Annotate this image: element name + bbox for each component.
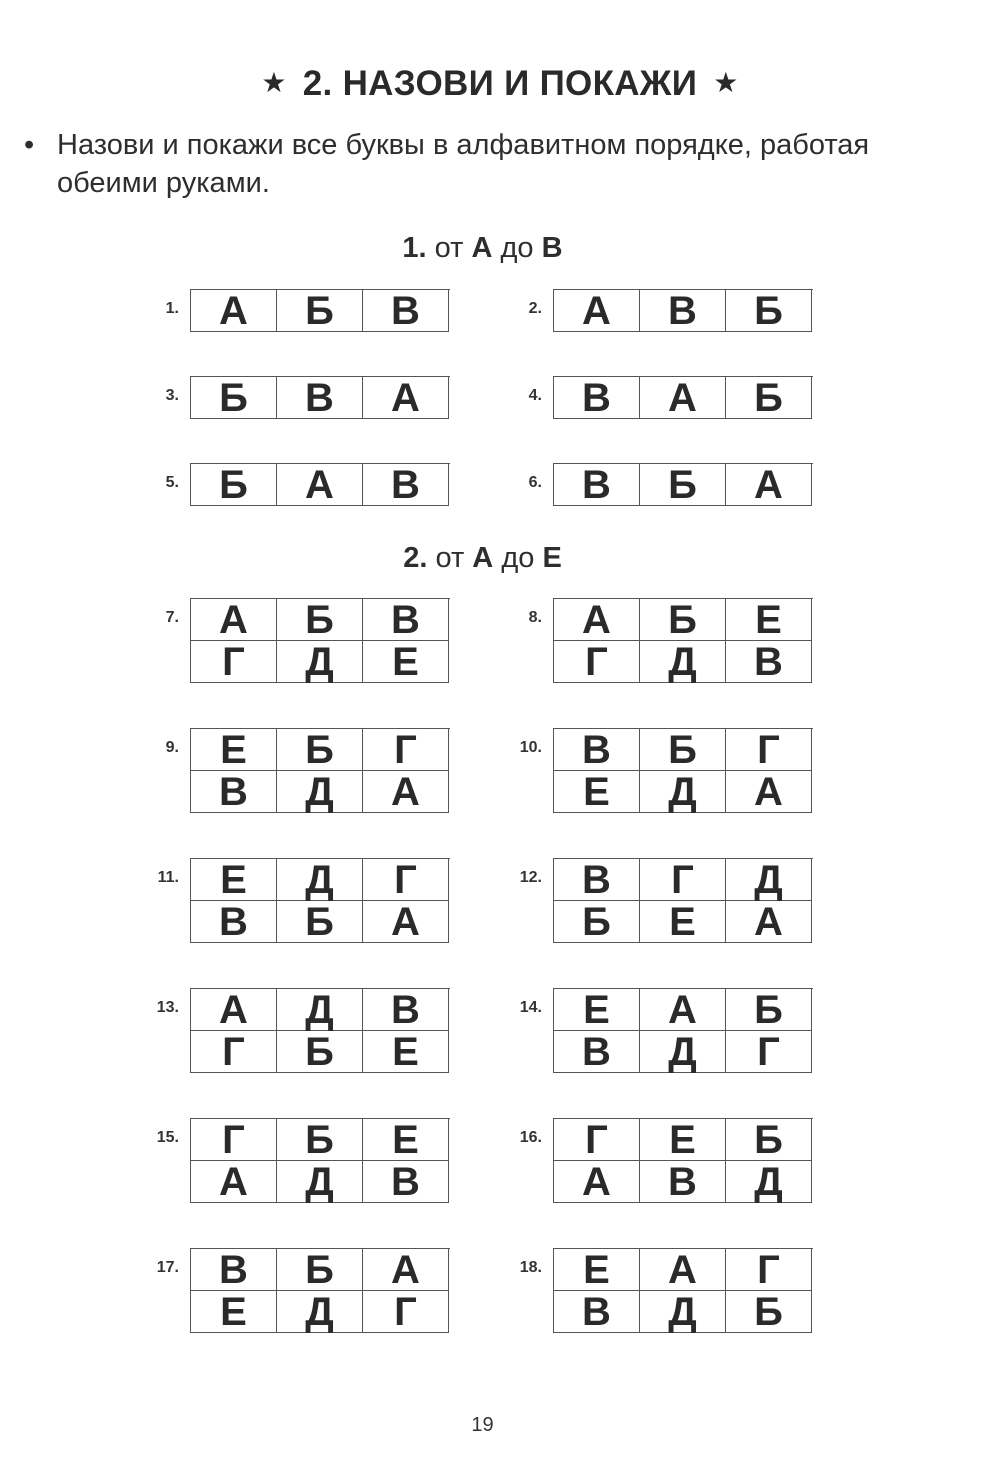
letter-grid-row xyxy=(191,377,450,419)
letter-cell: В xyxy=(363,290,449,332)
letter-cell: Б xyxy=(726,290,812,332)
letter-cell: Е xyxy=(191,1291,277,1333)
exercise-number: 1. xyxy=(165,300,179,317)
page-number: 19 xyxy=(471,1414,494,1436)
letter-grid-row xyxy=(191,771,450,813)
letter-cell: Б xyxy=(726,1291,812,1333)
letter-grid xyxy=(553,463,813,506)
letter-cell: Б xyxy=(191,464,277,506)
section-to-letter: Е xyxy=(542,542,562,574)
section-number: 2. xyxy=(403,542,428,574)
letter-cell: А xyxy=(277,464,363,506)
letter-grid xyxy=(553,1248,813,1333)
letter-cell: В xyxy=(640,290,726,332)
letter-cell: В xyxy=(554,1031,640,1073)
letter-grid-row xyxy=(191,1031,450,1073)
letter-cell: Б xyxy=(277,599,363,641)
star-icon: ★ xyxy=(713,67,739,98)
letter-cell: Д xyxy=(726,859,812,901)
letter-cell: Д xyxy=(277,859,363,901)
exercise-number: 10. xyxy=(519,739,542,756)
letter-cell: Е xyxy=(554,989,640,1031)
exercise-number: 16. xyxy=(519,1129,542,1146)
letter-grid-row xyxy=(191,1249,450,1291)
letter-cell: А xyxy=(726,464,812,506)
letter-grid xyxy=(190,988,450,1073)
letter-grid xyxy=(190,728,450,813)
letter-cell: А xyxy=(554,290,640,332)
letter-cell: Г xyxy=(554,1119,640,1161)
letter-grid-row xyxy=(191,859,450,901)
letter-cell: Д xyxy=(277,989,363,1031)
section-to-word: до xyxy=(500,232,534,264)
letter-grid-row xyxy=(554,989,813,1031)
letter-cell: Е xyxy=(191,729,277,771)
letter-cell: Б xyxy=(277,729,363,771)
letter-grid xyxy=(553,598,813,683)
letter-cell: Е xyxy=(363,641,449,683)
letter-cell: Е xyxy=(640,1119,726,1161)
letter-cell: Е xyxy=(554,771,640,813)
section-title-1 xyxy=(0,232,965,265)
letter-grid-row xyxy=(554,729,813,771)
instruction xyxy=(24,126,924,202)
exercise-number: 17. xyxy=(156,1259,179,1276)
exercise-number: 8. xyxy=(528,609,542,626)
letter-cell: Г xyxy=(363,859,449,901)
letter-cell: А xyxy=(363,771,449,813)
letter-cell: Г xyxy=(640,859,726,901)
letter-cell: Д xyxy=(640,1031,726,1073)
letter-cell: Г xyxy=(191,1031,277,1073)
letter-cell: Д xyxy=(640,641,726,683)
section-from-letter: А xyxy=(472,542,494,574)
letter-grid xyxy=(553,289,813,332)
letter-grid-row xyxy=(554,1291,813,1333)
letter-cell: В xyxy=(191,901,277,943)
exercise-number: 11. xyxy=(157,869,179,886)
letter-cell: Г xyxy=(726,1031,812,1073)
letter-grid-row xyxy=(191,290,450,332)
letter-cell: Г xyxy=(191,641,277,683)
letter-cell: В xyxy=(363,464,449,506)
letter-grid-row xyxy=(191,599,450,641)
section-to-letter: В xyxy=(541,232,563,264)
letter-grid xyxy=(553,728,813,813)
letter-grid xyxy=(190,1248,450,1333)
letter-cell: В xyxy=(363,599,449,641)
section-to-word: до xyxy=(501,542,535,574)
letter-grid-row xyxy=(554,901,813,943)
exercise-number: 7. xyxy=(165,609,179,626)
letter-cell: Д xyxy=(726,1161,812,1203)
letter-grid-row xyxy=(554,377,813,419)
section-from-word: от xyxy=(434,232,464,264)
letter-cell: А xyxy=(191,989,277,1031)
letter-grid xyxy=(553,1118,813,1203)
exercise-number: 5. xyxy=(165,474,179,491)
letter-grid xyxy=(190,598,450,683)
letter-grid-row xyxy=(554,464,813,506)
letter-cell: Г xyxy=(726,1249,812,1291)
letter-cell: Б xyxy=(277,1031,363,1073)
star-icon: ★ xyxy=(261,67,287,98)
letter-cell: А xyxy=(191,1161,277,1203)
letter-cell: В xyxy=(277,377,363,419)
letter-cell: Б xyxy=(191,377,277,419)
letter-cell: Е xyxy=(640,901,726,943)
exercise-number: 4. xyxy=(528,387,542,404)
letter-cell: Д xyxy=(640,1291,726,1333)
exercise-number: 14. xyxy=(519,999,542,1016)
letter-cell: Б xyxy=(277,1249,363,1291)
instruction-text: Назови и покажи все буквы в алфавитном порядке, работая обеими руками. xyxy=(57,129,870,199)
letter-cell: Б xyxy=(640,464,726,506)
letter-grid-row xyxy=(191,1119,450,1161)
letter-cell: Е xyxy=(363,1031,449,1073)
letter-grid-row xyxy=(191,464,450,506)
letter-cell: А xyxy=(726,771,812,813)
letter-cell: Г xyxy=(363,729,449,771)
letter-grid xyxy=(553,376,813,419)
letter-cell: Г xyxy=(363,1291,449,1333)
letter-cell: В xyxy=(554,464,640,506)
letter-cell: В xyxy=(191,771,277,813)
letter-grid xyxy=(553,988,813,1073)
letter-cell: Б xyxy=(277,290,363,332)
exercise-number: 6. xyxy=(528,474,542,491)
letter-grid xyxy=(553,858,813,943)
letter-cell: А xyxy=(640,377,726,419)
letter-cell: Е xyxy=(191,859,277,901)
letter-cell: Г xyxy=(191,1119,277,1161)
letter-grid-row xyxy=(191,729,450,771)
letter-cell: Г xyxy=(726,729,812,771)
letter-grid xyxy=(190,463,450,506)
title-text: 2. НАЗОВИ И ПОКАЖИ xyxy=(302,64,698,103)
letter-grid xyxy=(190,858,450,943)
section-number: 1. xyxy=(402,232,427,264)
letter-cell: А xyxy=(363,1249,449,1291)
exercise-number: 2. xyxy=(528,300,542,317)
bullet-icon: • xyxy=(24,129,35,161)
letter-cell: А xyxy=(640,1249,726,1291)
letter-cell: Д xyxy=(277,1161,363,1203)
letter-cell: Б xyxy=(277,1119,363,1161)
letter-cell: В xyxy=(554,729,640,771)
letter-cell: А xyxy=(191,290,277,332)
letter-cell: В xyxy=(554,377,640,419)
letter-cell: Е xyxy=(726,599,812,641)
section-from-word: от xyxy=(435,542,465,574)
letter-grid-row xyxy=(191,641,450,683)
letter-cell: В xyxy=(554,859,640,901)
letter-grid-row xyxy=(554,771,813,813)
letter-cell: В xyxy=(363,989,449,1031)
section-title-2 xyxy=(0,542,965,575)
letter-cell: В xyxy=(191,1249,277,1291)
letter-grid-row xyxy=(554,1031,813,1073)
letter-cell: Б xyxy=(726,1119,812,1161)
letter-cell: А xyxy=(640,989,726,1031)
letter-grid-row xyxy=(554,290,813,332)
letter-grid-row xyxy=(554,1161,813,1203)
exercise-number: 15. xyxy=(156,1129,179,1146)
letter-cell: Д xyxy=(277,771,363,813)
letter-cell: А xyxy=(554,1161,640,1203)
letter-grid-row xyxy=(554,599,813,641)
letter-grid-row xyxy=(554,859,813,901)
letter-cell: В xyxy=(640,1161,726,1203)
letter-grid-row xyxy=(191,1291,450,1333)
exercise-number: 13. xyxy=(156,999,179,1016)
letter-grid-row xyxy=(554,1249,813,1291)
letter-cell: Е xyxy=(363,1119,449,1161)
exercise-number: 12. xyxy=(519,869,542,886)
letter-grid-row xyxy=(191,901,450,943)
letter-grid-row xyxy=(191,989,450,1031)
letter-cell: Б xyxy=(640,599,726,641)
letter-cell: Е xyxy=(554,1249,640,1291)
exercise-number: 3. xyxy=(165,387,179,404)
exercise-number: 9. xyxy=(165,739,179,756)
letter-cell: Б xyxy=(554,901,640,943)
letter-cell: Б xyxy=(640,729,726,771)
letter-grid-row xyxy=(554,1119,813,1161)
section-from-letter: А xyxy=(471,232,493,264)
letter-cell: Д xyxy=(277,641,363,683)
letter-cell: Б xyxy=(726,377,812,419)
letter-cell: В xyxy=(554,1291,640,1333)
letter-grid xyxy=(190,1118,450,1203)
exercise-number: 18. xyxy=(519,1259,542,1276)
letter-grid-row xyxy=(191,1161,450,1203)
letter-cell: Д xyxy=(640,771,726,813)
letter-cell: В xyxy=(726,641,812,683)
letter-cell: А xyxy=(363,901,449,943)
letter-grid xyxy=(190,376,450,419)
letter-cell: Г xyxy=(554,641,640,683)
letter-cell: В xyxy=(363,1161,449,1203)
letter-grid xyxy=(190,289,450,332)
letter-cell: Б xyxy=(726,989,812,1031)
letter-cell: А xyxy=(554,599,640,641)
letter-cell: А xyxy=(363,377,449,419)
letter-cell: А xyxy=(191,599,277,641)
letter-grid-row xyxy=(554,641,813,683)
page-title xyxy=(0,64,1000,104)
letter-cell: А xyxy=(726,901,812,943)
letter-cell: Б xyxy=(277,901,363,943)
letter-cell: Д xyxy=(277,1291,363,1333)
